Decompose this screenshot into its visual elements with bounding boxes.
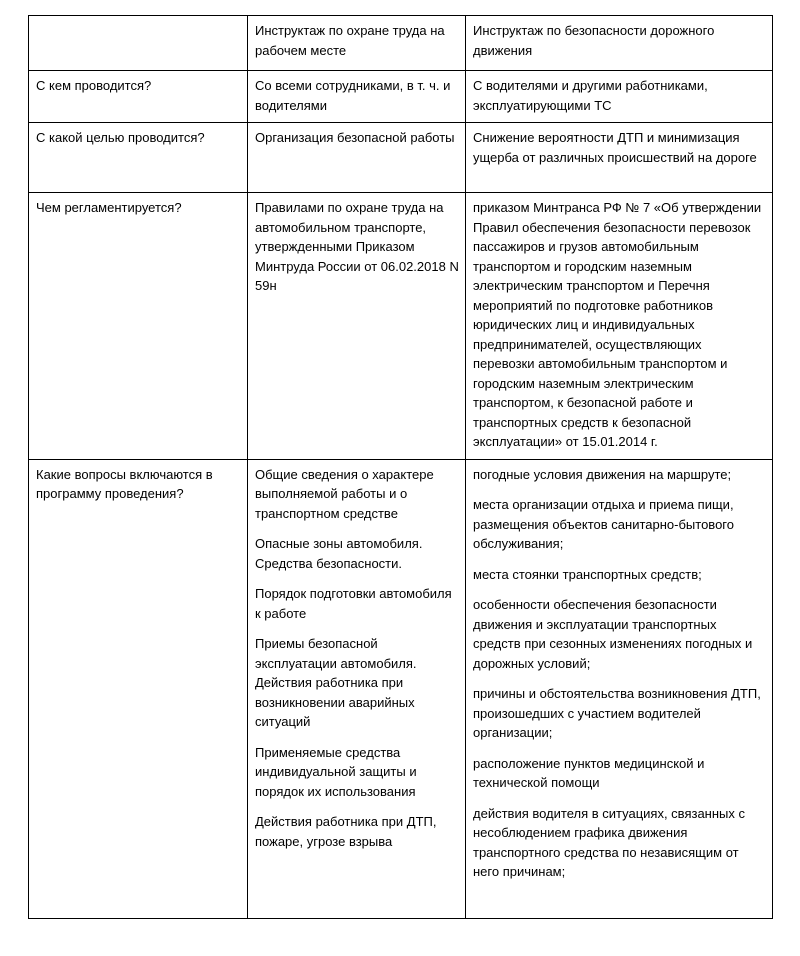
labor-program-item: Общие сведения о характере выполняемой работы и о транспортном средстве [255, 466, 434, 521]
labor-safety-cell: Правилами по охране труда на автомобильном транспорте, утвержденными Приказом Минтруда России от 06.02.2018 N 59н [248, 193, 466, 460]
question-cell: Чем регламентируется? [29, 193, 248, 460]
labor-safety-program-cell [248, 459, 466, 918]
table-header-row [29, 16, 773, 71]
road-program-item: места стоянки транспортных средств; [473, 566, 702, 582]
labor-program-item: Порядок подготовки автомобиля к работе [255, 586, 452, 621]
header-cell-labor-safety: Инструктаж по охране труда на рабочем месте [248, 16, 466, 71]
labor-safety-cell: Со всеми сотрудниками, в т. ч. и водителями [248, 71, 466, 123]
road-safety-cell: Снижение вероятности ДТП и минимизация ущерба от различных происшествий на дороге [466, 123, 773, 193]
header-cell-road-safety: Инструктаж по безопасности дорожного движения [466, 16, 773, 71]
table-row-program [29, 459, 773, 918]
labor-program-item: Действия работника при ДТП, пожаре, угрозе взрыва [255, 814, 437, 849]
road-safety-cell: приказом Минтранса РФ № 7 «Об утверждении Правил обеспечения безопасности перевозок пассажиров и грузов автомобильным транспортом и городским наземным электрическим транспортом и Перечня мероприятий по подготовке работников юридических лиц и индивидуальных предпринимателей, осуществляющих перевозки автомобильным транспортом и городским наземным электрическим транспортом, к безопасной работе и транспортных средств к безопасной эксплуатации» от 15.01.2014 г. [466, 193, 773, 460]
labor-program-item: Опасные зоны автомобиля. Средства безопасности. [255, 536, 423, 571]
labor-program-item: Приемы безопасной эксплуатации автомобиля. Действия работника при возникновении аварийных ситуаций [255, 636, 417, 729]
table-row [29, 123, 773, 193]
labor-program-item: Применяемые средства индивидуальной защиты и порядок их использования [255, 744, 417, 799]
road-safety-program-cell [466, 459, 773, 918]
road-program-item: места организации отдыха и приема пищи, размещения объектов санитарно-бытового обслуживания; [473, 497, 734, 551]
road-program-item: действия водителя в ситуациях, связанных с несоблюдением графика движения транспортного средства по независящим от него причинам; [473, 805, 745, 879]
road-program-item: погодные условия движения на маршруте; [473, 466, 732, 482]
table-row [29, 71, 773, 123]
labor-safety-cell: Организация безопасной работы [248, 123, 466, 193]
question-cell: С кем проводится? [29, 71, 248, 123]
question-cell: С какой целью проводится? [29, 123, 248, 193]
table-row [29, 193, 773, 460]
road-safety-cell: С водителями и другими работниками, эксплуатирующими ТС [466, 71, 773, 123]
question-cell: Какие вопросы включаются в программу проведения? [29, 459, 248, 918]
road-program-item: причины и обстоятельства возникновения ДТП, произошедших с участием водителей организации; [473, 686, 761, 740]
header-cell-empty [29, 16, 248, 71]
road-program-item: особенности обеспечения безопасности движения и эксплуатации транспортных средств при сезонных изменениях погодных и дорожных условий; [473, 597, 753, 671]
comparison-table [28, 15, 773, 919]
road-program-item: расположение пунктов медицинской и технической помощи [473, 755, 705, 790]
